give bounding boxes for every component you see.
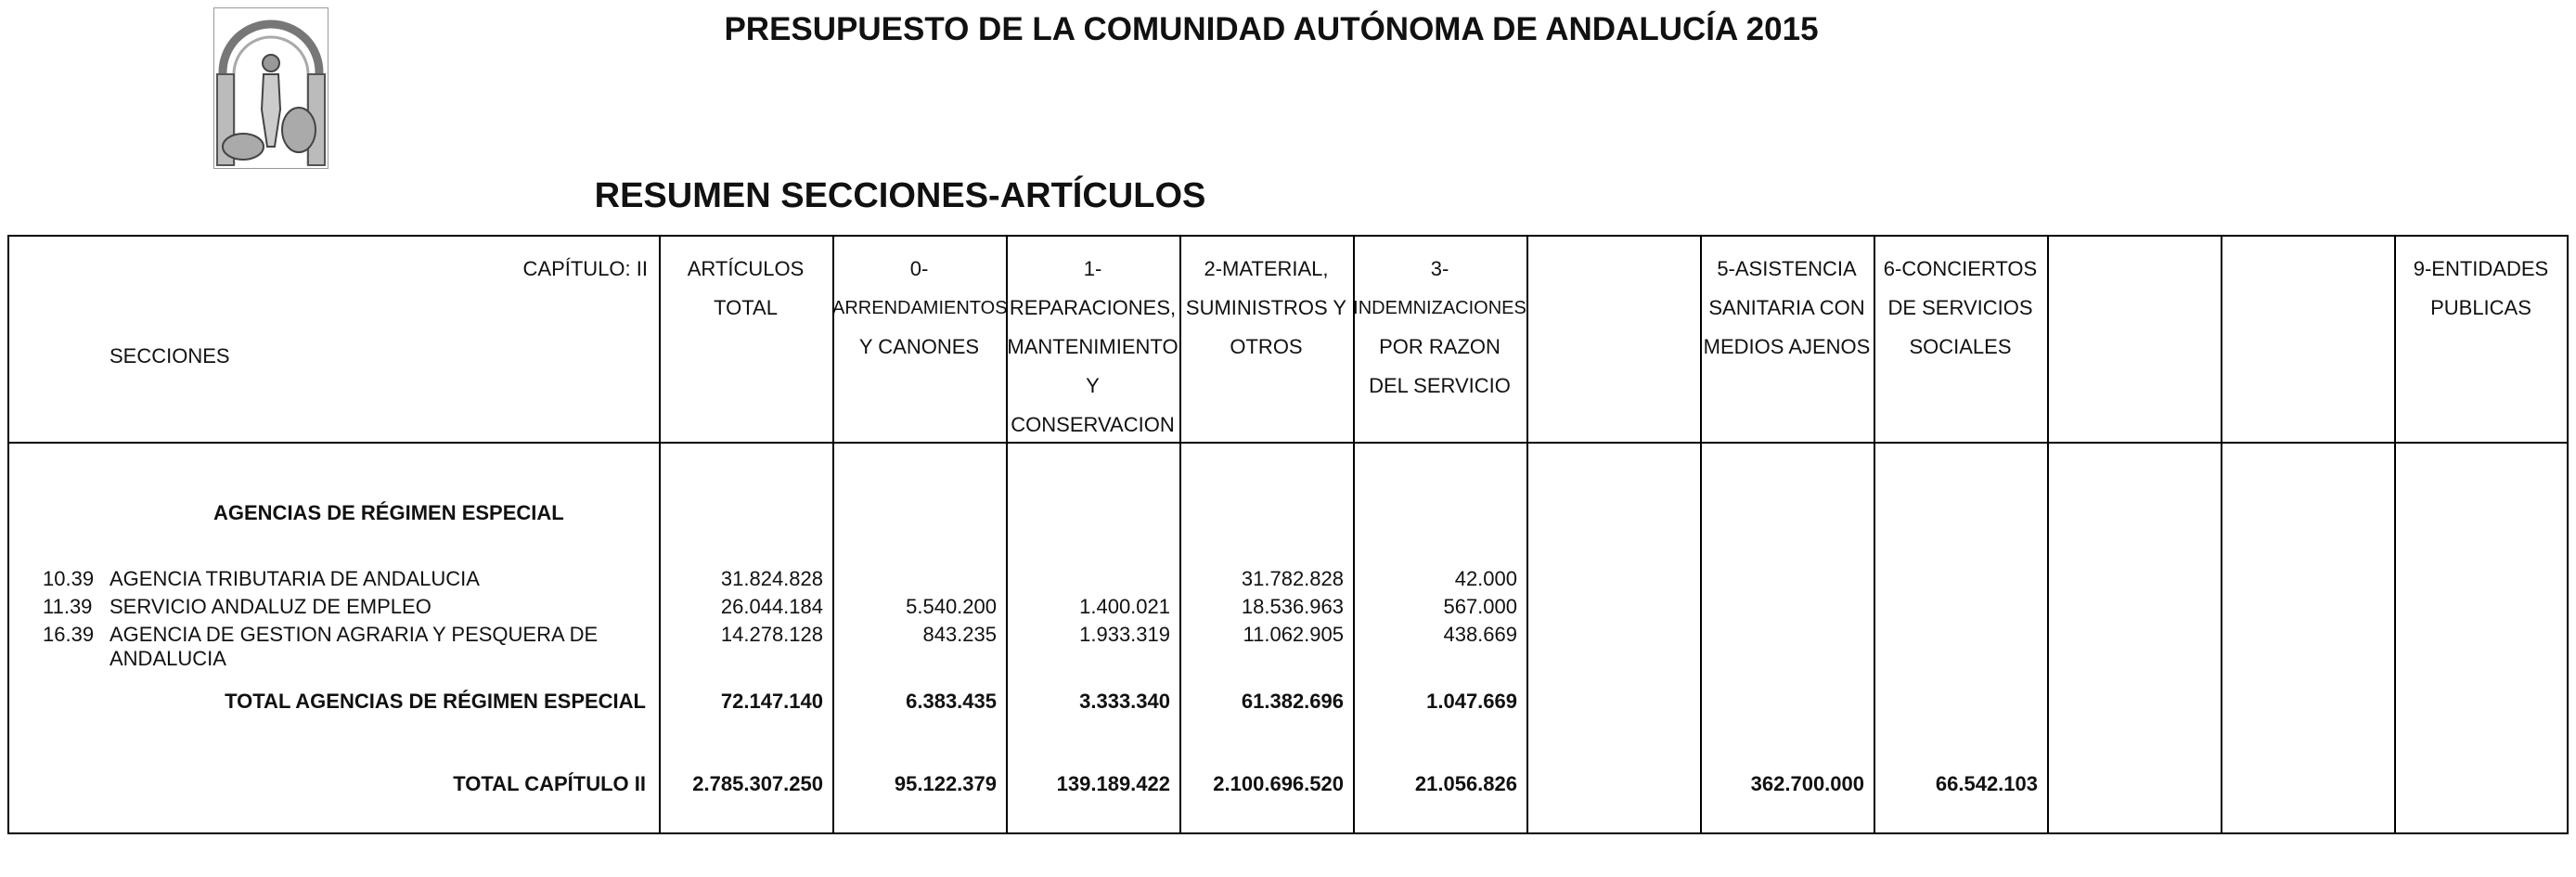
column-header-line: REPARACIONES, (1009, 296, 1177, 319)
chapter-label: CAPÍTULO: II (522, 257, 648, 280)
column-header-line: MANTENIMIENTO (1007, 335, 1179, 358)
row-value: 1.933.319 (1079, 623, 1170, 646)
column-divider (1353, 237, 1355, 832)
page-title: PRESUPUESTO DE LA COMUNIDAD AUTÓNOMA DE ANDALUCÍA 2015 (724, 11, 1819, 47)
column-header-line: 5-ASISTENCIA (1717, 257, 1857, 280)
chapter-total-value: 139.189.422 (1056, 772, 1170, 795)
column-header-line: 3- (1430, 257, 1449, 280)
chapter-total-value: 66.542.103 (1935, 772, 2038, 795)
column-header-line: SUMINISTROS Y (1185, 296, 1347, 319)
row-code: 10.39 (43, 567, 95, 590)
chapter-total-value: 95.122.379 (894, 772, 997, 795)
row-value: 31.782.828 (1241, 567, 1344, 590)
row-name-continued: ANDALUCIA (109, 647, 226, 670)
column-header-line: TOTAL (714, 296, 778, 319)
column-header-line: ARRENDAMIENTOS (832, 298, 1008, 318)
group-total-value: 61.382.696 (1241, 690, 1344, 713)
row-value: 11.062.905 (1243, 623, 1344, 646)
row-code: 11.39 (43, 595, 93, 618)
group-total-label: TOTAL AGENCIAS DE RÉGIMEN ESPECIAL (225, 690, 646, 713)
group-total-value: 72.147.140 (720, 690, 823, 713)
column-header-line: 1- (1083, 257, 1102, 280)
column-divider (659, 237, 661, 832)
column-header-line: Y CANONES (858, 335, 980, 358)
row-value: 18.536.963 (1241, 595, 1344, 618)
column-divider (1179, 237, 1181, 832)
row-value: 42.000 (1454, 567, 1517, 590)
summary-table (7, 235, 2569, 834)
column-header (659, 250, 832, 328)
page-subtitle: RESUMEN SECCIONES-ARTÍCULOS (594, 176, 1206, 215)
column-divider (2221, 237, 2222, 832)
row-value: 31.824.828 (720, 567, 823, 590)
row-code: 16.39 (43, 623, 95, 646)
column-divider (1700, 237, 1702, 832)
column-header-line: 2-MATERIAL, (1204, 257, 1329, 280)
row-value: 567.000 (1443, 595, 1517, 618)
column-header-line: DEL SERVICIO (1369, 374, 1511, 397)
chapter-total-value: 21.056.826 (1414, 772, 1517, 795)
row-name: AGENCIA DE GESTION AGRARIA Y PESQUERA DE (109, 623, 599, 646)
column-header-line: POR RAZON (1379, 335, 1501, 358)
column-header-line: 0- (909, 257, 929, 280)
column-divider (832, 237, 834, 832)
row-value: 26.044.184 (720, 595, 823, 618)
column-header (832, 250, 1006, 367)
column-header (1353, 250, 1526, 406)
chapter-total-value: 362.700.000 (1750, 772, 1864, 795)
column-header (1179, 250, 1353, 367)
column-header-line: CONSERVACION (1011, 413, 1175, 436)
column-header (1006, 250, 1179, 445)
row-value: 14.278.128 (720, 623, 823, 646)
group-total-value: 6.383.435 (906, 690, 997, 713)
column-divider (1526, 237, 1528, 832)
row-value: 438.669 (1443, 623, 1517, 646)
column-divider (2394, 237, 2396, 832)
chapter-total-value: 2.100.696.520 (1213, 772, 1344, 795)
column-header (2394, 250, 2568, 328)
column-header-line: OTROS (1230, 335, 1303, 358)
row-name: AGENCIA TRIBUTARIA DE ANDALUCIA (109, 567, 480, 590)
group-title: AGENCIAS DE RÉGIMEN ESPECIAL (213, 501, 564, 524)
column-header-line: PUBLICAS (2430, 296, 2531, 319)
column-header-line: 9-ENTIDADES (2413, 257, 2549, 280)
column-header-line: MEDIOS AJENOS (1703, 335, 1871, 358)
group-total-value: 1.047.669 (1426, 690, 1517, 713)
column-header-line: 6-CONCIERTOS (1883, 257, 2038, 280)
column-header-line: SANITARIA CON (1708, 296, 1865, 319)
row-name: SERVICIO ANDALUZ DE EMPLEO (109, 595, 431, 618)
column-divider (1874, 237, 1875, 832)
column-header (1700, 250, 1874, 367)
column-header-line: INDEMNIZACIONES (1353, 298, 1526, 318)
column-header-line: SOCIALES (1909, 335, 2012, 358)
header-divider (9, 442, 2567, 444)
chapter-total-label: TOTAL CAPÍTULO II (453, 772, 646, 795)
column-header-line: ARTÍCULOS (687, 257, 805, 280)
column-divider (1006, 237, 1008, 832)
chapter-total-value: 2.785.307.250 (692, 772, 823, 795)
sections-label: SECCIONES (109, 344, 230, 368)
row-value: 843.235 (922, 623, 997, 646)
column-header-line: Y (1086, 374, 1100, 397)
column-header (1874, 250, 2047, 367)
column-divider (2047, 237, 2049, 832)
group-total-value: 3.333.340 (1079, 690, 1170, 713)
column-header-line: DE SERVICIOS (1887, 296, 2033, 319)
row-value: 5.540.200 (906, 595, 997, 618)
row-value: 1.400.021 (1079, 595, 1170, 618)
